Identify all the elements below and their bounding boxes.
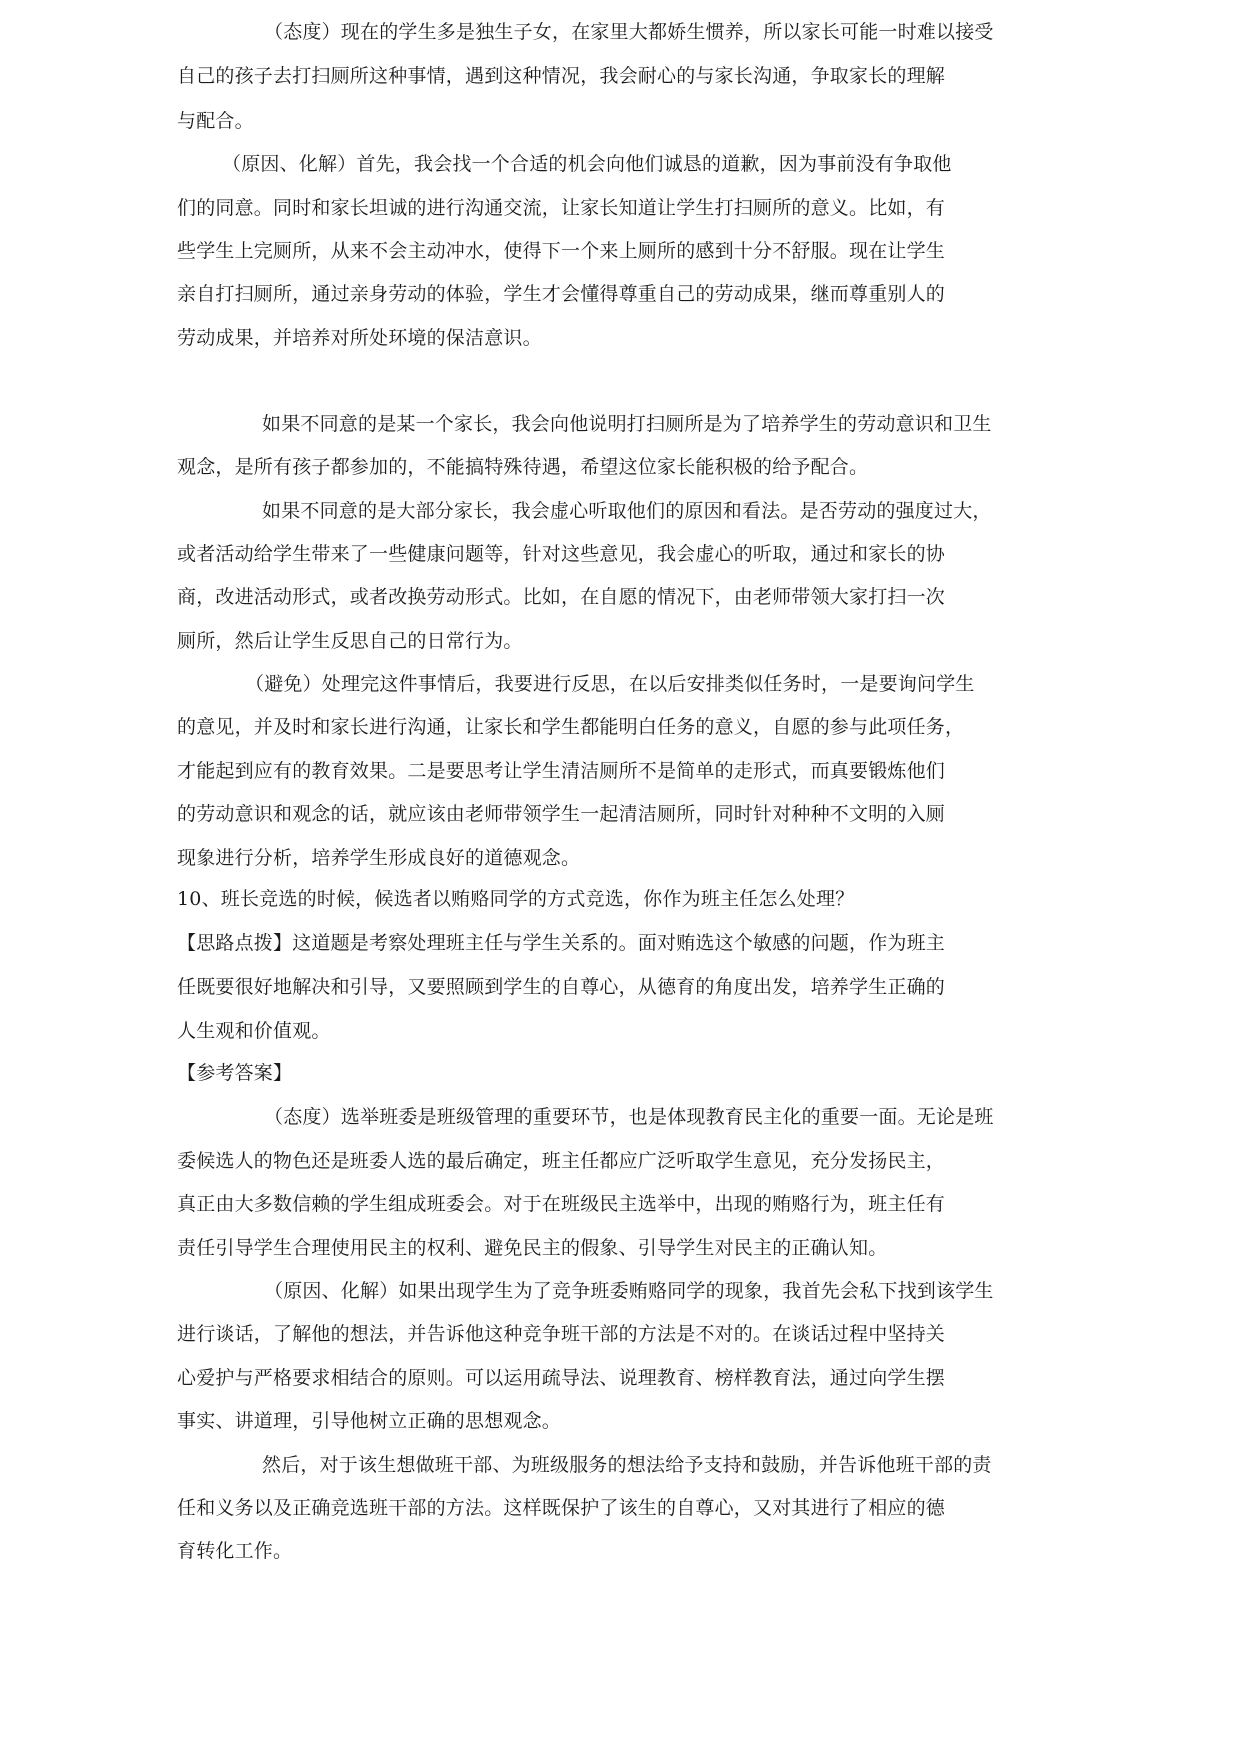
paragraph-line: 任既要很好地解决和引导，又要照顾到学生的自尊心，从德育的角度出发，培养学生正确的 xyxy=(177,976,946,998)
paragraph-line: 委候选人的物色还是班委人选的最后确定，班主任都应广泛听取学生意见，充分发扬民主， xyxy=(177,1150,946,1172)
paragraph-line: （态度）选举班委是班级管理的重要环节，也是体现教育民主化的重要一面。无论是班 xyxy=(264,1106,994,1128)
paragraph-line: 任和义务以及正确竞选班干部的方法。这样既保护了该生的自尊心，又对其进行了相应的德 xyxy=(177,1497,946,1519)
paragraph-line: （原因、化解）首先，我会找一个合适的机会向他们诚恳的道歉，因为事前没有争取他 xyxy=(222,153,952,175)
paragraph-line: （避免）处理完这件事情后，我要进行反思，在以后安排类似任务时，一是要询问学生 xyxy=(245,673,975,695)
paragraph-line: 自己的孩子去打扫厕所这种事情，遇到这种情况，我会耐心的与家长沟通，争取家长的理解 xyxy=(177,65,946,87)
paragraph-line: 育转化工作。 xyxy=(177,1540,293,1562)
paragraph-line: 如果不同意的是某一个家长，我会向他说明打扫厕所是为了培养学生的劳动意识和卫生 xyxy=(262,413,992,435)
paragraph-line: 事实、讲道理，引导他树立正确的思想观念。 xyxy=(177,1410,562,1432)
paragraph-line: 责任引导学生合理使用民主的权利、避免民主的假象、引导学生对民主的正确认知。 xyxy=(177,1237,888,1259)
paragraph-line: 进行谈话，了解他的想法，并告诉他这种竞争班干部的方法是不对的。在谈话过程中坚持关 xyxy=(177,1323,946,1345)
paragraph-line: 厕所，然后让学生反思自己的日常行为。 xyxy=(177,630,523,652)
question-heading: 10、班长竞选的时候，候选者以贿赂同学的方式竞选，你作为班主任怎么处理？ xyxy=(177,888,855,910)
paragraph-line: 些学生上完厕所，从来不会主动冲水，使得下一个来上厕所的感到十分不舒服。现在让学生 xyxy=(177,240,946,262)
paragraph-line: 与配合。 xyxy=(177,110,254,132)
paragraph-line: 们的同意。同时和家长坦诚的进行沟通交流，让家长知道让学生打扫厕所的意义。比如，有 xyxy=(177,197,946,219)
section-label: 【参考答案】 xyxy=(177,1062,293,1084)
paragraph-line: 人生观和价值观。 xyxy=(177,1020,331,1042)
paragraph-line: 的意见，并及时和家长进行沟通，让家长和学生都能明白任务的意义，自愿的参与此项任务， xyxy=(177,716,965,738)
paragraph-line: 现象进行分析，培养学生形成良好的道德观念。 xyxy=(177,847,581,869)
paragraph-line: 的劳动意识和观念的话，就应该由老师带领学生一起清洁厕所，同时针对种种不文明的入厕 xyxy=(177,803,946,825)
paragraph-line: 心爱护与严格要求相结合的原则。可以运用疏导法、说理教育、榜样教育法，通过向学生摆 xyxy=(177,1367,946,1389)
paragraph-line: 然后，对于该生想做班干部、为班级服务的想法给予支持和鼓励，并告诉他班干部的责 xyxy=(262,1454,992,1476)
paragraph-line: 真正由大多数信赖的学生组成班委会。对于在班级民主选举中，出现的贿赂行为，班主任有 xyxy=(177,1193,946,1215)
paragraph-line: （态度）现在的学生多是独生子女，在家里大都娇生惯养，所以家长可能一时难以接受 xyxy=(264,21,994,43)
paragraph-line: 【思路点拨】这道题是考察处理班主任与学生关系的。面对贿选这个敏感的问题，作为班主 xyxy=(177,932,946,954)
paragraph-line: 如果不同意的是大部分家长，我会虚心听取他们的原因和看法。是否劳动的强度过大， xyxy=(262,500,992,522)
paragraph-line: 才能起到应有的教育效果。二是要思考让学生清洁厕所不是简单的走形式，而真要锻炼他们 xyxy=(177,760,946,782)
paragraph-line: 商，改进活动形式，或者改换劳动形式。比如，在自愿的情况下，由老师带领大家打扫一次 xyxy=(177,586,946,608)
paragraph-line: 劳动成果，并培养对所处环境的保洁意识。 xyxy=(177,327,542,349)
paragraph-line: 观念，是所有孩子都参加的，不能搞特殊待遇，希望这位家长能积极的给予配合。 xyxy=(177,456,869,478)
paragraph-line: （原因、化解）如果出现学生为了竞争班委贿赂同学的现象，我首先会私下找到该学生 xyxy=(264,1280,994,1302)
paragraph-line: 或者活动给学生带来了一些健康问题等，针对这些意见，我会虚心的听取，通过和家长的协 xyxy=(177,543,946,565)
paragraph-line: 亲自打扫厕所，通过亲身劳动的体验，学生才会懂得尊重自己的劳动成果，继而尊重别人的 xyxy=(177,283,946,305)
